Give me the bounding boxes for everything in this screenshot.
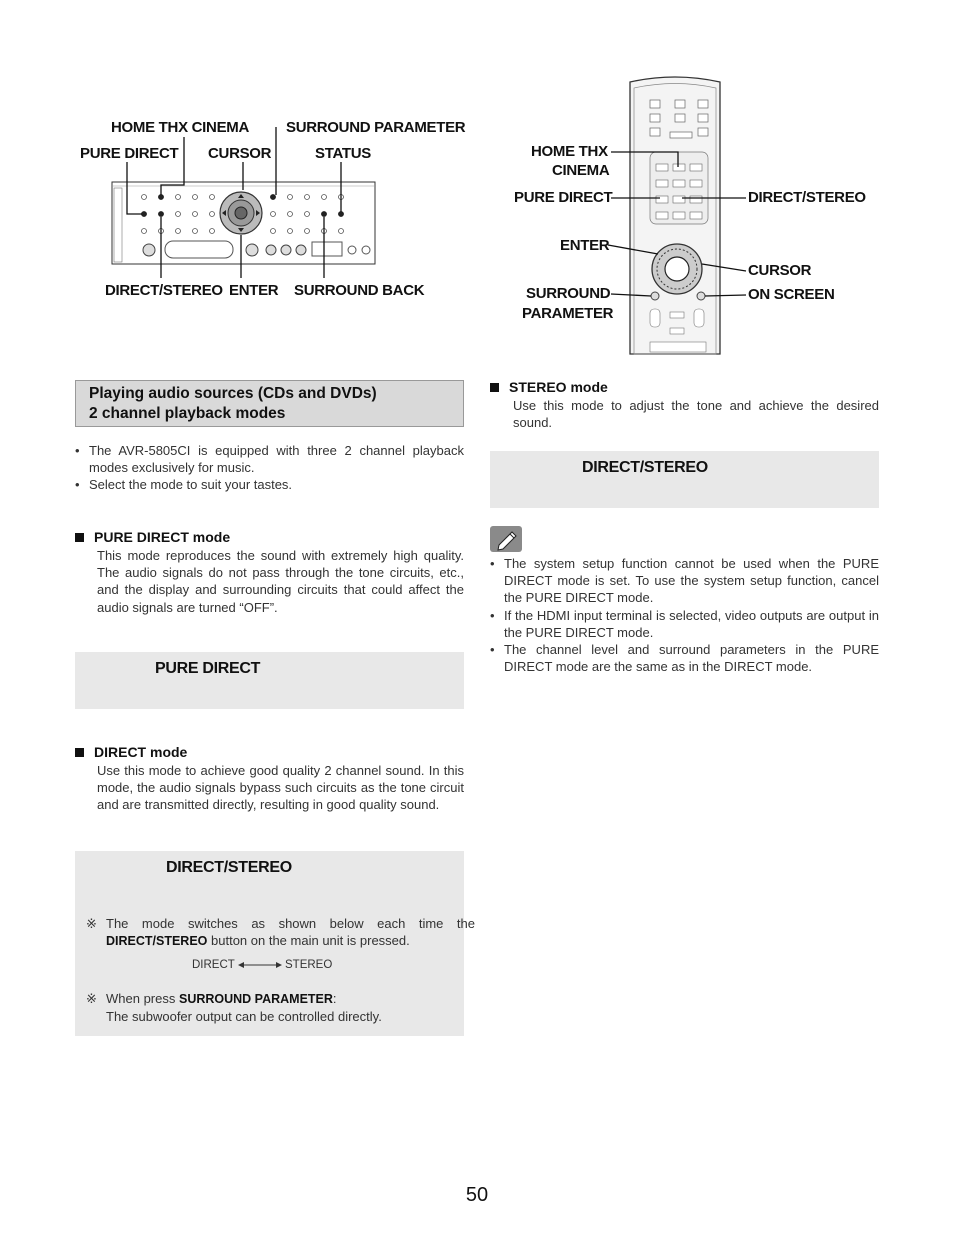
surround-parameter-note: ※ When press SURROUND PARAMETER: The subwoofer output can be controlled directly. bbox=[86, 991, 382, 1024]
direct-stereo-button-label: DIRECT/STEREO bbox=[166, 859, 292, 876]
pure-direct-button-box bbox=[75, 652, 464, 709]
front-panel-diagram bbox=[76, 112, 476, 302]
remote-label-on-screen: ON SCREEN bbox=[748, 286, 835, 303]
notes-list bbox=[490, 555, 879, 675]
label-surround-back: SURROUND BACK bbox=[294, 282, 425, 299]
front-panel-illustration bbox=[76, 112, 476, 302]
mode-switch-diagram bbox=[192, 959, 332, 971]
square-bullet-icon bbox=[75, 533, 84, 542]
pure-direct-button-label: PURE DIRECT bbox=[155, 660, 261, 677]
label-pure-direct: PURE DIRECT bbox=[80, 145, 179, 162]
label-status: STATUS bbox=[315, 145, 371, 162]
label-cursor: CURSOR bbox=[208, 145, 272, 162]
label-home-thx-cinema: HOME THX CINEMA bbox=[111, 119, 250, 136]
remote-label-home-thx-1: HOME THX bbox=[531, 143, 608, 160]
intro-bullet: • The AVR-5805CI is equipped with three 2 channel playback modes exclusively for music. bbox=[75, 442, 464, 476]
double-arrow-icon bbox=[238, 960, 282, 970]
remote-label-enter: ENTER bbox=[560, 237, 610, 254]
pure-direct-mode-title: PURE DIRECT mode bbox=[75, 529, 230, 545]
label-enter: ENTER bbox=[229, 282, 279, 299]
remote-label-surround-1: SURROUND bbox=[526, 285, 611, 302]
switch-note: ※ The mode switches as shown below each time the DIRECT/STEREO button on the main unit is pressed. bbox=[86, 916, 475, 948]
reference-mark-icon: ※ bbox=[86, 991, 97, 1006]
direct-mode-title: DIRECT mode bbox=[75, 744, 187, 760]
note-item: • If the HDMI input terminal is selected, video outputs are output in the PURE DIRECT mode. bbox=[490, 607, 879, 641]
remote-label-pure-direct: PURE DIRECT bbox=[514, 189, 613, 206]
remote-label-home-thx-2: CINEMA bbox=[552, 162, 610, 179]
remote-label-surround-2: PARAMETER bbox=[522, 305, 614, 322]
direct-mode-text: Use this mode to achieve good quality 2 channel sound. In this mode, the audio signals bypass such circuits as the tone circuit and are transmitted directly, resulting in good quality sound. bbox=[97, 763, 464, 813]
remote-label-cursor: CURSOR bbox=[748, 262, 812, 279]
diagram-stereo: STEREO bbox=[285, 959, 333, 971]
section-heading bbox=[75, 380, 464, 427]
stereo-mode-title: STEREO mode bbox=[490, 379, 608, 395]
reference-mark-icon: ※ bbox=[86, 916, 97, 931]
pure-direct-mode-text: This mode reproduces the sound with extremely high quality. The audio signals do not pass through the tone circuits, etc., and the display and surrounding circuits that could affect the audio signals are turned “OFF”. bbox=[97, 548, 464, 615]
remote-label-direct-stereo: DIRECT/STEREO bbox=[748, 189, 866, 206]
diagram-direct: DIRECT bbox=[192, 959, 235, 971]
note-item: • The system setup function cannot be used when the PURE DIRECT mode is set. To use the system setup function, cancel the PURE DIRECT mode. bbox=[490, 555, 879, 607]
note-item: • The channel level and surround parameters in the PURE DIRECT mode are the same as in the DIRECT mode. bbox=[490, 641, 879, 675]
stereo-button-box bbox=[490, 451, 879, 508]
square-bullet-icon bbox=[490, 383, 499, 392]
label-direct-stereo: DIRECT/STEREO bbox=[105, 282, 223, 299]
page-number: 50 bbox=[465, 1184, 489, 1206]
direct-stereo-box bbox=[75, 851, 475, 1036]
square-bullet-icon bbox=[75, 748, 84, 757]
section-title-line1: Playing audio sources (CDs and DVDs) bbox=[89, 385, 377, 402]
stereo-button-label: DIRECT/STEREO bbox=[582, 459, 708, 476]
remote-diagram bbox=[510, 74, 880, 356]
section-title-line2: 2 channel playback modes bbox=[89, 405, 286, 422]
intro-bullets bbox=[75, 442, 464, 494]
stereo-mode-text: Use this mode to adjust the tone and achieve the desired sound. bbox=[513, 398, 879, 431]
pencil-note-icon bbox=[490, 526, 522, 552]
intro-bullet: • Select the mode to suit your tastes. bbox=[75, 476, 464, 493]
label-surround-parameter: SURROUND PARAMETER bbox=[286, 119, 466, 136]
